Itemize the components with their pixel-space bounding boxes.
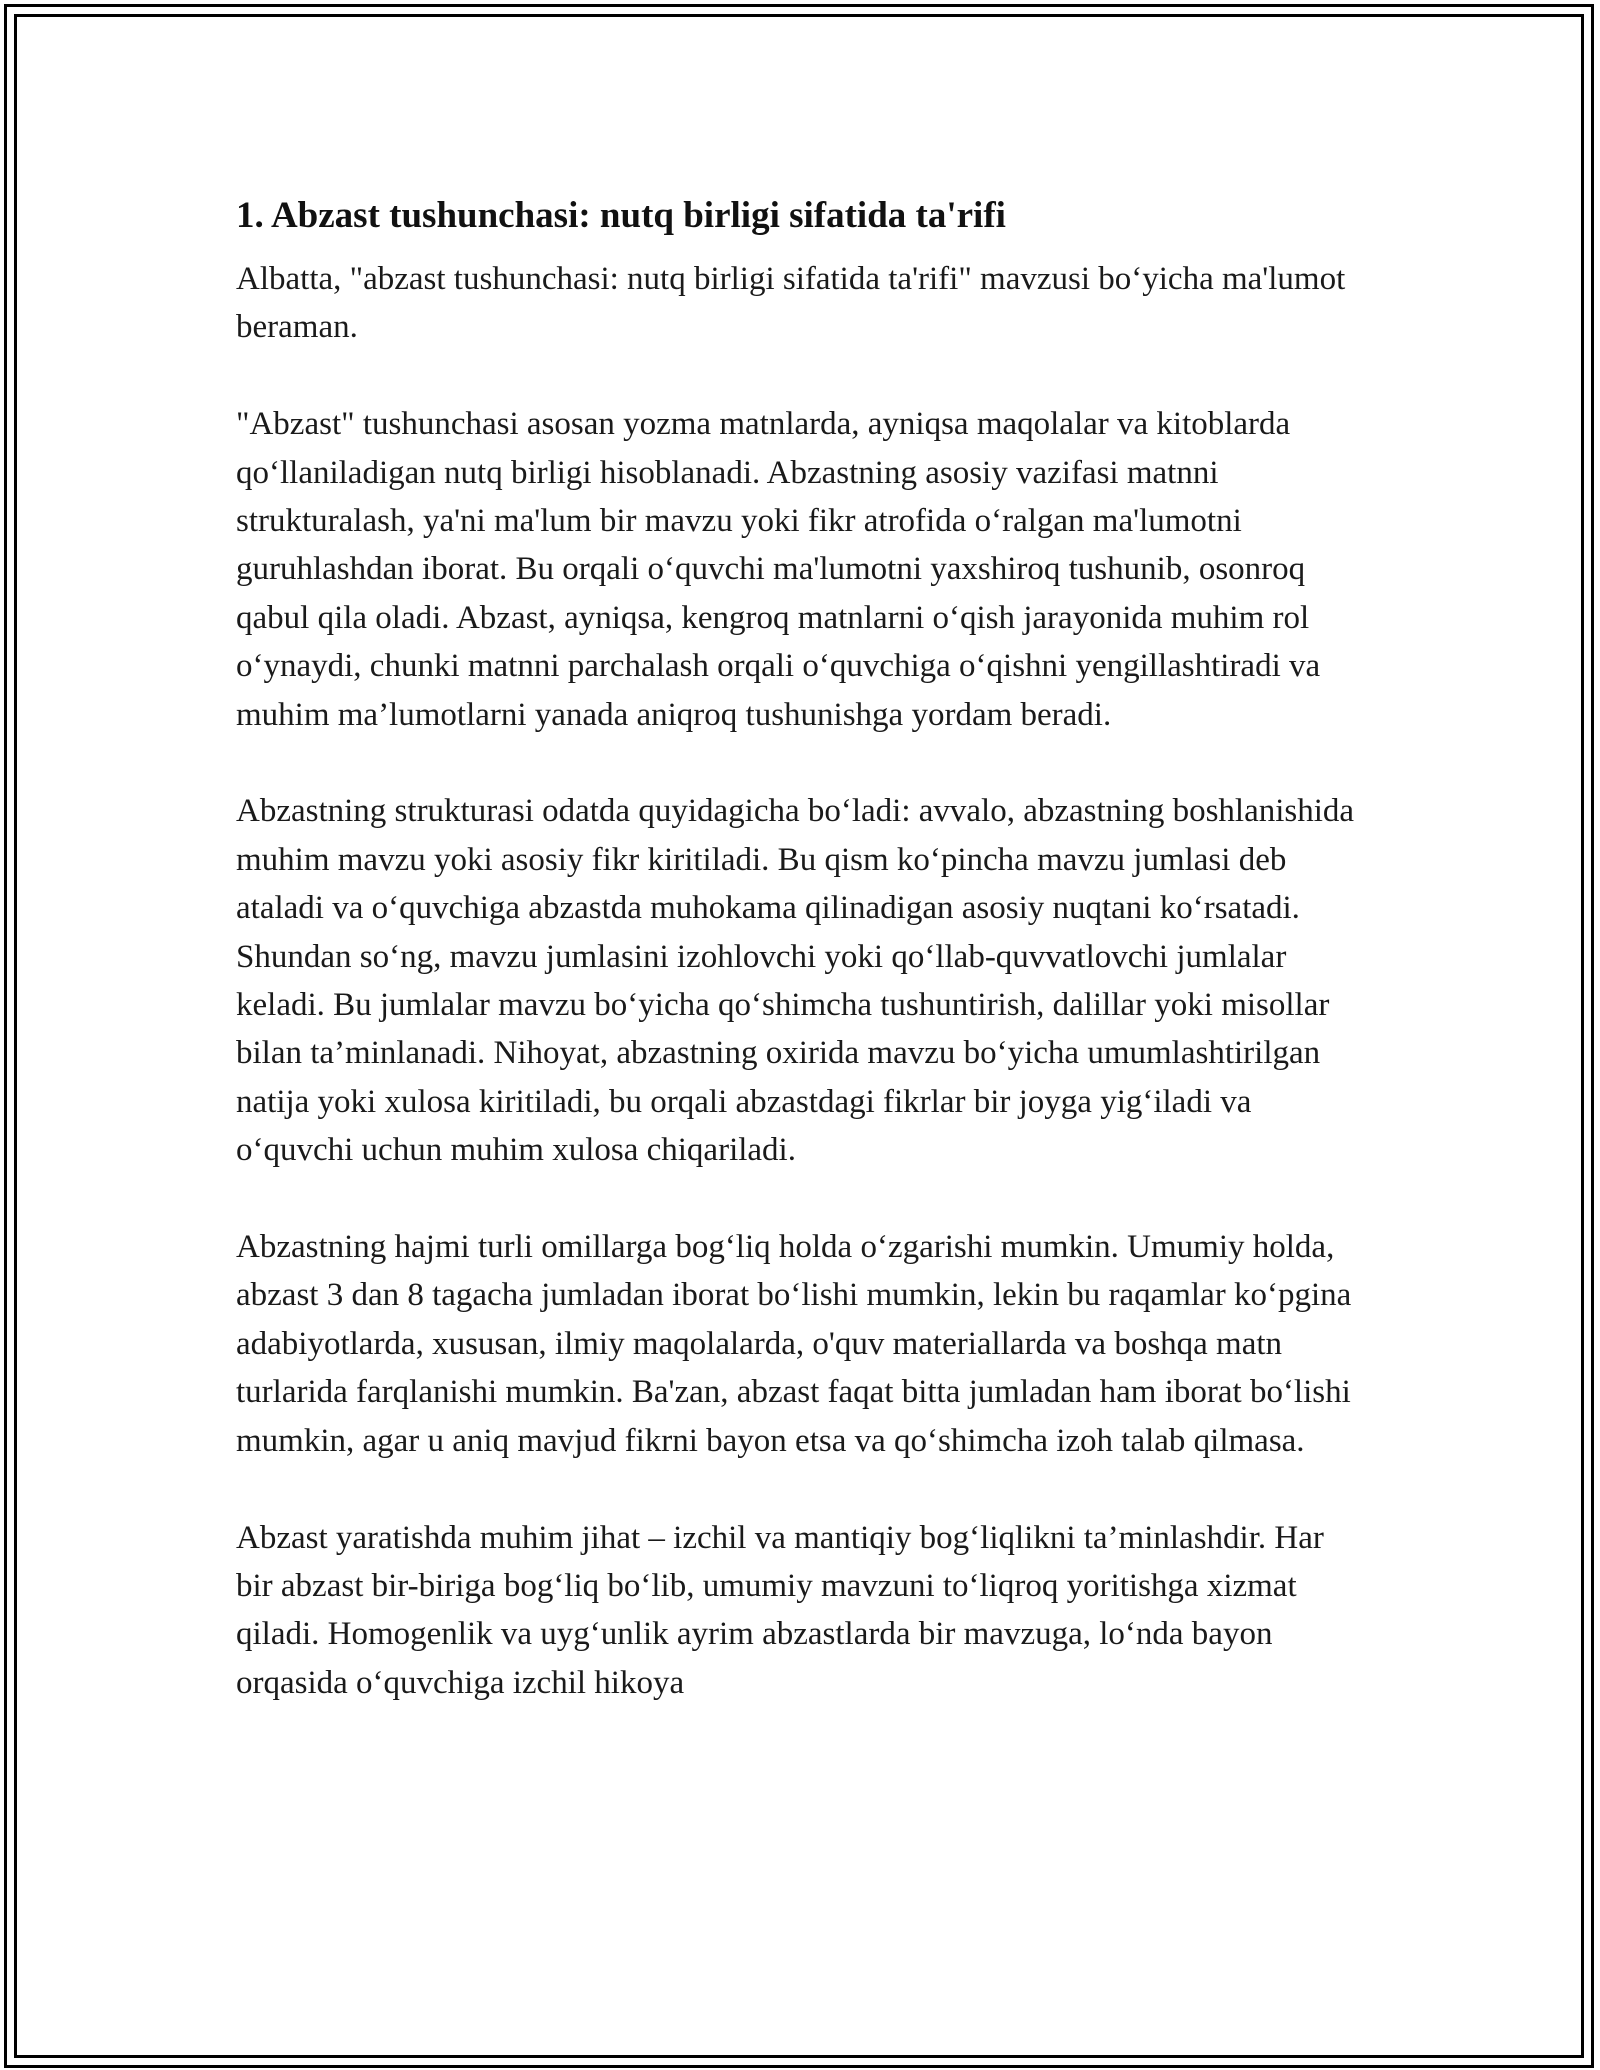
paragraph-intro: Albatta, "abzast tushunchasi: nutq birligi sifatida ta'rifi" mavzusi bo‘yicha ma'lumot beraman. xyxy=(236,261,1346,346)
paragraph-structure: Abzastning strukturasi odatda quyidagicha bo‘ladi: avvalo, abzastning boshlanishida muhim mavzu yoki asosiy fikr kiritiladi. Bu qism ko‘pincha mavzu jumlasi deb ataladi va o‘quvchiga abzastda muhokama qilinadigan asosiy nuqtani ko‘rsatadi. Shundan so‘ng, mavzu jumlasini izohlovchi yoki qo‘llab-quvvatlovchi jumlalar keladi. Bu jumlalar mavzu bo‘yicha qo‘shimcha tushuntirish, dalillar yoki misollar bilan ta’minlanadi. Nihoyat, abzastning oxirida mavzu bo‘yicha umumlashtirilgan natija yoki xulosa kiritiladi, bu orqali abzastdagi fikrlar bir joyga yig‘iladi va o‘quvchi uchun muhim xulosa chiqariladi. xyxy=(236,793,1355,1169)
document-body xyxy=(236,188,1364,1707)
paragraph-definition: "Abzast" tushunchasi asosan yozma matnlarda, ayniqsa maqolalar va kitoblarda qo‘llaniladigan nutq birligi hisoblanadi. Abzastning asosiy vazifasi matnni strukturalash, ya'ni ma'lum bir mavzu yoki fikr atrofida o‘ralgan ma'lumotni guruhlashdan iborat. Bu orqali o‘quvchi ma'lumotni yaxshiroq tushunib, osonroq qabul qila oladi. Abzast, ayniqsa, kengroq matnlarni o‘qish jarayonida muhim rol o‘ynaydi, chunki matnni parchalash orqali o‘quvchiga o‘qishni yengillashtiradi va muhim ma’lumotlarni yanada aniqroq tushunishga yordam beradi. xyxy=(236,406,1321,733)
paragraph-size: Abzastning hajmi turli omillarga bog‘liq holda o‘zgarishi mumkin. Umumiy holda, abzast 3 dan 8 tagacha jumladan iborat bo‘lishi mumkin, lekin bu raqamlar ko‘pgina adabiyotlarda, xususan, ilmiy maqolalarda, o'quv materiallarda va boshqa matn turlarida farqlanishi mumkin. Ba'zan, abzast faqat bitta jumladan ham iborat bo‘lishi mumkin, agar u aniq mavjud fikrni bayon etsa va qo‘shimcha izoh talab qilmasa. xyxy=(236,1229,1352,1459)
section-heading: 1. Abzast tushunchasi: nutq birligi sifatida ta'rifi xyxy=(236,195,1006,236)
paragraph-coherence: Abzast yaratishda muhim jihat – izchil va mantiqiy bog‘liqlikni ta’minlashdir. Har bir abzast bir-biriga bog‘liq bo‘lib, umumiy mavzuni to‘liqroq yoritishga xizmat qiladi. Homogenlik va uyg‘unlik ayrim abzastlarda bir mavzuga, lo‘nda bayon orqasida o‘quvchiga izchil hikoya xyxy=(236,1519,1324,1701)
